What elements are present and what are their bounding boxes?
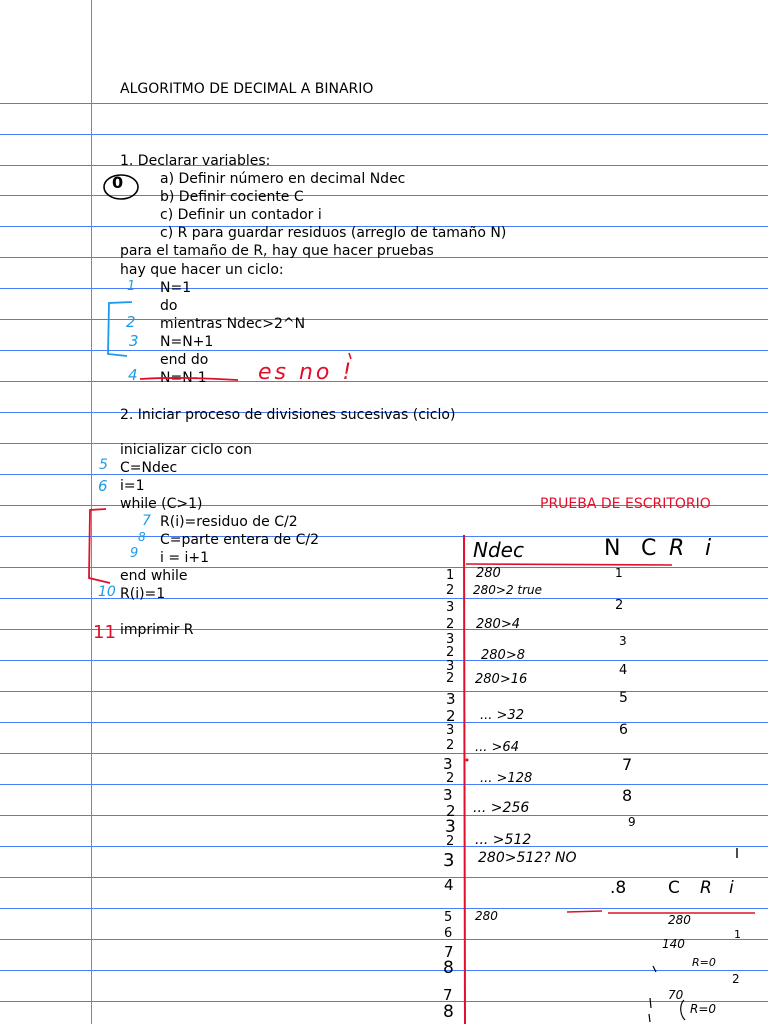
row-step: 2 — [446, 645, 455, 660]
red-bracket — [89, 509, 110, 583]
second-header: .8 — [610, 878, 627, 898]
row-step: 3 — [443, 786, 453, 804]
step-number: 3 — [129, 332, 139, 350]
header-ndec: Ndec — [473, 538, 524, 562]
step-number: 4 — [128, 366, 138, 384]
second-header: i — [729, 878, 734, 898]
row-step: 2 — [446, 802, 456, 820]
text-line: while (C>1) — [120, 496, 203, 512]
text-line: mientras Ndec>2^N — [160, 316, 306, 332]
row-step: 3 — [446, 659, 455, 674]
step-number: 2 — [126, 313, 136, 331]
row-step: 6 — [444, 926, 453, 941]
text-line: C=Ndec — [120, 460, 178, 476]
text-line: do — [160, 298, 178, 314]
n-value: 4 — [619, 663, 628, 678]
row-step: 2 — [446, 707, 456, 725]
i-value: 2 — [732, 972, 740, 986]
row-step: 2 — [446, 834, 455, 849]
text-line: b) Definir cociente C — [160, 189, 304, 205]
n-value: 6 — [619, 722, 628, 738]
circle-stroke — [104, 175, 138, 199]
header-n: N — [604, 536, 621, 561]
row-step: 3 — [446, 600, 455, 615]
ndec-entry: ... >64 — [475, 740, 519, 755]
step-number: 6 — [98, 477, 108, 495]
ndec-entry: ... >32 — [480, 708, 524, 723]
ndec-entry: 280 — [475, 909, 498, 923]
text-line: 2. Iniciar proceso de divisiones sucesivas (ciclo) — [120, 407, 456, 423]
row-step: 8 — [443, 958, 454, 978]
red-second-line — [567, 911, 755, 913]
text-line: end while — [120, 568, 188, 584]
text-line: N=1 — [160, 280, 192, 296]
n-value: 5 — [619, 690, 628, 706]
row-step: 4 — [444, 876, 454, 894]
es-no-note: es no ! — [258, 360, 355, 385]
red-header-line — [466, 564, 672, 565]
row-step: 2 — [446, 738, 455, 753]
ndec-entry: 280>2 true — [473, 583, 543, 597]
r-value: R=0 — [690, 1002, 717, 1016]
text-line: i=1 — [120, 478, 145, 494]
text-line: imprimir R — [120, 622, 194, 638]
row-step: 2 — [446, 671, 455, 686]
row-step: 2 — [446, 617, 455, 632]
i-value: 1 — [734, 928, 741, 941]
red-strike — [140, 378, 238, 380]
row-step: 8 — [443, 1002, 454, 1022]
step-number: 8 — [138, 530, 146, 544]
ndec-entry: ... >512 — [475, 832, 532, 848]
ndec-entry: 280>512? NO — [478, 850, 577, 866]
text-line: end do — [160, 352, 209, 368]
ndec-entry: 280>4 — [476, 617, 520, 632]
text-line-struck: N=N-1 — [160, 370, 207, 386]
text-line: para el tamaño de R, hay que hacer pruebas — [120, 243, 434, 259]
page-title: ALGORITMO DE DECIMAL A BINARIO — [120, 81, 374, 97]
n-value: 9 — [628, 815, 636, 829]
red-mark — [349, 353, 351, 359]
n-value: 7 — [622, 755, 633, 774]
step-number: 7 — [142, 513, 151, 529]
ndec-entry: 280>8 — [481, 648, 525, 663]
blue-bracket — [108, 302, 132, 356]
text-line: N=N+1 — [160, 334, 214, 350]
step-number-red: 11 — [93, 622, 116, 643]
second-header: C — [668, 878, 680, 898]
n-value: 1 — [615, 566, 623, 580]
text-line: R(i)=residuo de C/2 — [160, 514, 298, 530]
n-value: 2 — [615, 598, 624, 613]
step-number: 10 — [98, 584, 116, 600]
n-value: 3 — [619, 634, 627, 648]
row-step: 3 — [443, 850, 455, 871]
n-value: 8 — [622, 786, 633, 805]
row-step: 1 — [446, 568, 455, 583]
ndec-entry: 280>16 — [475, 672, 528, 687]
row-step: 3 — [446, 723, 455, 738]
text-line: c) Definir un contador i — [160, 207, 322, 223]
text-line: i = i+1 — [160, 550, 210, 566]
text-line: hay que hacer un ciclo: — [120, 262, 284, 278]
row-step: 7 — [443, 986, 453, 1004]
c-value: 70 — [668, 988, 684, 1002]
header-r: R — [669, 536, 685, 561]
r-value: R=0 — [692, 956, 716, 969]
row-step: 7 — [444, 943, 454, 961]
text-line: inicializar ciclo con — [120, 442, 253, 458]
circled-zero: 0 — [112, 173, 124, 192]
red-column-line — [464, 535, 465, 1024]
header-i: i — [705, 536, 712, 561]
row-step: 2 — [446, 583, 455, 598]
ink-mark — [681, 1000, 685, 1020]
text-line: R(i)=1 — [120, 586, 166, 602]
ndec-entry: ... >128 — [480, 771, 533, 786]
row-step: 3 — [446, 632, 455, 647]
row-step: 3 — [443, 755, 453, 773]
second-header: R — [700, 878, 712, 898]
ndec-entry: 280 — [476, 566, 501, 581]
row-step: 5 — [444, 910, 453, 925]
step-number: 5 — [99, 457, 108, 473]
row-step: 3 — [445, 817, 456, 837]
text-line: C=parte entera de C/2 — [160, 532, 320, 548]
row-step: 2 — [446, 771, 455, 786]
c-value: 140 — [662, 937, 685, 951]
header-c: C — [641, 536, 657, 561]
ndec-entry: ... >256 — [473, 800, 530, 816]
step-number: 9 — [130, 546, 139, 561]
text-line: a) Definir número en decimal Ndec — [160, 171, 406, 187]
text-line: c) R para guardar residuos (arreglo de tamaño N) — [160, 225, 507, 241]
c-value: 280 — [668, 913, 691, 927]
text-line: 1. Declarar variables: — [120, 153, 271, 169]
ink-mark — [649, 966, 656, 1022]
row-step: 3 — [446, 690, 456, 708]
prueba-title: PRUEBA DE ESCRITORIO — [540, 496, 711, 512]
step-number: 1 — [127, 279, 136, 294]
red-dot — [466, 759, 469, 762]
